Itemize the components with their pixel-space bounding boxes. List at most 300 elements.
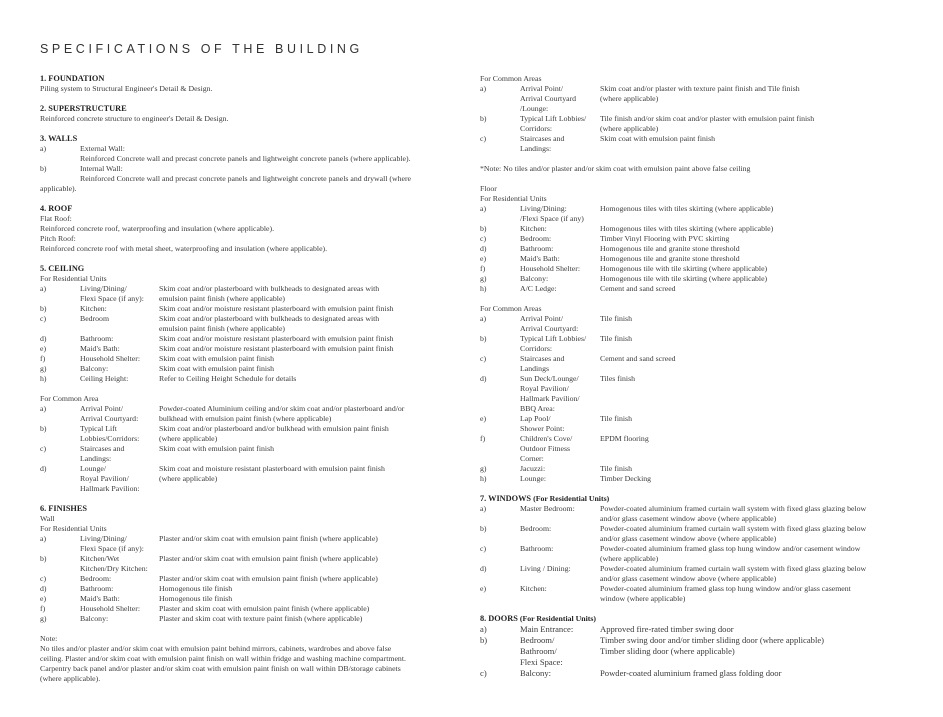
item-label-line: Typical Lift — [80, 424, 117, 433]
item-description-line: bulkhead with emulsion paint finish (where applicable) — [159, 414, 332, 423]
item-label — [80, 464, 159, 494]
item-letter: b) — [480, 524, 487, 533]
item-label-line: Kitchen: — [80, 304, 107, 313]
item-label-line: Arrival Point/ — [520, 84, 564, 93]
floor-section — [480, 184, 908, 484]
spec-row — [40, 594, 465, 604]
item-letter: a) — [40, 284, 47, 293]
spec-row — [40, 284, 465, 304]
item-description-line: Approved fire-rated timber swing door — [600, 624, 734, 634]
item-label-line: Sun Deck/Lounge/ — [520, 374, 579, 383]
item-label-line: Bathroom: — [520, 244, 554, 253]
item-label — [80, 284, 159, 304]
item-label-line: Household Shelter: — [80, 354, 140, 363]
item-label-line: Bedroom: — [520, 524, 552, 533]
item-label-line: Bathroom: — [520, 544, 554, 553]
item-description-line: (where applicable) — [600, 94, 659, 103]
item-letter: e) — [480, 254, 487, 263]
ceiling-residential-label: For Residential Units — [40, 274, 107, 283]
item-description — [600, 434, 908, 464]
walls-item-internal — [40, 164, 465, 174]
item-label-line: Lounge: — [520, 474, 546, 483]
spec-row — [480, 284, 908, 294]
item-description — [159, 334, 465, 344]
item-letter: c) — [480, 544, 487, 553]
spec-row — [480, 434, 908, 464]
item-letter: c) — [480, 134, 487, 143]
item-label-line: Corridors: — [520, 124, 553, 133]
item-description-line: Cement and sand screed — [600, 284, 676, 293]
item-description — [600, 134, 908, 154]
item-label — [80, 314, 159, 334]
item-label-line: Balcony: — [80, 364, 109, 373]
item-letter: h) — [40, 374, 47, 383]
item-description-line: Skim coat and/or moisture resistant plasterboard with emulsion paint finish — [159, 334, 394, 343]
item-letter: c) — [40, 574, 47, 583]
spec-row — [480, 374, 908, 414]
note-line: (where applicable). — [40, 674, 101, 683]
item-description — [600, 204, 908, 224]
item-description-line: Skim coat and/or plasterboard with bulkheads to designated areas with — [159, 284, 380, 293]
spec-row — [40, 404, 465, 424]
spec-row — [480, 314, 908, 334]
item-letter: g) — [40, 614, 47, 623]
roof-section — [40, 204, 465, 254]
item-description-line: Powder-coated Aluminium ceiling and/or skim coat and/or plasterboard and/or — [159, 404, 405, 413]
item-label-line: Lap Pool/ — [520, 414, 551, 423]
item-description — [600, 114, 908, 134]
item-label-line: Hallmark Pavilion: — [80, 484, 140, 493]
item-label-line: /Flexi Space (if any) — [520, 214, 584, 223]
item-description — [600, 234, 908, 244]
item-description-line: Homogenous tiles with tiles skirting (where applicable) — [600, 224, 774, 233]
floor-residential-list — [480, 204, 908, 294]
item-label — [80, 614, 159, 624]
item-label — [520, 584, 600, 604]
item-label-line: Maid's Bath: — [80, 594, 120, 603]
item-label-line: Flexi Space (if any): — [80, 544, 144, 553]
ceiling-section — [40, 264, 465, 494]
item-label-line: Hallmark Pavilion/ — [520, 394, 580, 403]
ceiling-common-label: For Common Area — [40, 394, 99, 403]
item-letter: h) — [480, 284, 487, 293]
spec-row — [480, 635, 908, 668]
item-label — [520, 374, 600, 414]
item-label-line: Children's Cove/ — [520, 434, 573, 443]
item-label-line: /Lounge: — [520, 104, 549, 113]
item-label-line: Landings: — [520, 144, 552, 153]
item-label — [520, 224, 600, 234]
item-label-line: Balcony: — [80, 614, 109, 623]
item-letter: h) — [480, 474, 487, 483]
item-label-line: Bathroom/ — [520, 646, 557, 656]
item-description-line: Powder-coated aluminium framed curtain wall system with fixed glass glazing below — [600, 524, 867, 533]
spec-row — [40, 304, 465, 314]
item-label — [520, 564, 600, 584]
item-description-line: emulsion paint finish (where applicable) — [159, 324, 286, 333]
spec-row — [40, 464, 465, 494]
item-label-line: Staircases and — [520, 134, 565, 143]
item-description-line: Timber sliding door (where applicable) — [600, 646, 735, 656]
walls-heading: 3. WALLS — [40, 134, 78, 143]
item-label — [80, 584, 159, 594]
item-description — [159, 574, 465, 584]
item-label — [520, 668, 600, 679]
item-letter: f) — [480, 434, 486, 443]
item-letter: g) — [40, 364, 47, 373]
item-label-line: Flexi Space: — [520, 657, 563, 667]
finishes-wall-label: Wall — [40, 514, 55, 523]
spec-row — [40, 614, 465, 624]
item-label-line: Corridors: — [520, 344, 553, 353]
finishes-section — [40, 504, 465, 684]
item-description-line: Cement and sand screed — [600, 354, 676, 363]
spec-row — [480, 84, 908, 114]
item-description-line: Tile finish — [600, 414, 632, 423]
item-description-line: and/or glass casement window above (where applicable) — [600, 534, 777, 543]
walls-section — [40, 134, 465, 194]
item-description-line: Powder-coated aluminium framed curtain wall system with fixed glass glazing below — [600, 564, 867, 573]
item-label-line: Flexi Space (if any): — [80, 294, 144, 303]
item-label — [80, 404, 159, 424]
item-label — [80, 604, 159, 614]
spec-row — [40, 344, 465, 354]
item-letter: b) — [480, 224, 487, 233]
item-description — [159, 424, 465, 444]
spec-row — [480, 334, 908, 354]
item-description — [600, 84, 908, 114]
item-description-line: Tile finish and/or skim coat and/or plaster with emulsion paint finish — [600, 114, 815, 123]
item-letter: e) — [40, 344, 47, 353]
item-description-line: Homogenous tile with tile skirting (where applicable) — [600, 274, 768, 283]
item-label-line: Arrival Point/ — [80, 404, 124, 413]
item-label — [520, 134, 600, 154]
left-column — [40, 74, 465, 684]
page-title: SPECIFICATIONS OF THE BUILDING — [40, 42, 363, 56]
item-description-line: Tile finish — [600, 314, 632, 323]
spec-row — [480, 204, 908, 224]
item-description-line: Homogenous tile and granite stone threshold — [600, 254, 740, 263]
item-description-line: Skim coat with emulsion paint finish — [159, 444, 274, 453]
item-description — [600, 284, 908, 294]
spec-row — [480, 624, 908, 635]
note-line: ceiling. Plaster and/or skim coat with emulsion paint finish on wall within fridge and washing machine compartment. — [40, 654, 406, 663]
item-label — [520, 204, 600, 224]
spec-row — [480, 668, 908, 679]
spec-row — [40, 314, 465, 334]
spec-row — [40, 374, 465, 384]
item-description — [600, 274, 908, 284]
item-label — [80, 364, 159, 374]
item-letter: b) — [40, 424, 47, 433]
item-description — [159, 604, 465, 614]
foundation-text: Piling system to Structural Engineer's Detail & Design. — [40, 84, 213, 93]
item-label-line: Maid's Bath: — [520, 254, 560, 263]
item-label-line: Corner: — [520, 454, 544, 463]
spec-row — [480, 354, 908, 374]
ceiling-common-list — [40, 404, 465, 494]
spec-row — [40, 604, 465, 614]
item-letter: b) — [480, 635, 488, 645]
item-description — [600, 624, 908, 635]
item-label-line: Kitchen/Wet — [80, 554, 120, 563]
item-label — [80, 594, 159, 604]
spec-row — [480, 504, 908, 524]
item-description-line: Powder-coated aluminium framed glass top hung window and/or glass casement — [600, 584, 851, 593]
item-description — [159, 364, 465, 374]
item-letter: c) — [480, 234, 487, 243]
item-text-cont: applicable). — [40, 184, 77, 193]
item-description — [600, 354, 908, 374]
item-letter: e) — [40, 594, 47, 603]
spec-row — [480, 524, 908, 544]
item-description-line: Homogenous tile finish — [159, 594, 233, 603]
item-description-line: Homogenous tile and granite stone threshold — [600, 244, 740, 253]
item-label — [80, 574, 159, 584]
finishes-heading: 6. FINISHES — [40, 504, 88, 513]
item-letter: g) — [480, 274, 487, 283]
floor-common-label: For Common Areas — [480, 304, 542, 313]
item-description-line: Skim coat with emulsion paint finish — [600, 134, 715, 143]
item-description — [600, 584, 908, 604]
item-letter: e) — [480, 584, 487, 593]
item-description — [600, 474, 908, 484]
superstructure-heading: 2. SUPERSTRUCTURE — [40, 104, 127, 113]
item-description-line: Skim coat and moisture resistant plasterboard with emulsion paint finish — [159, 464, 385, 473]
item-label — [520, 414, 600, 434]
superstructure-text: Reinforced concrete structure to engineer's Detail & Design. — [40, 114, 229, 123]
spec-row — [480, 564, 908, 584]
doors-heading-sub: (For Residential Units) — [519, 614, 596, 623]
item-label-line: Outdoor Fitness — [520, 444, 571, 453]
item-label — [520, 244, 600, 254]
item-label — [80, 334, 159, 344]
item-label — [80, 354, 159, 364]
item-letter: c) — [40, 314, 47, 323]
spec-row — [480, 464, 908, 474]
item-description-line: Skim coat and/or plasterboard with bulkheads to designated areas with — [159, 314, 380, 323]
item-label-line: Bedroom — [80, 314, 110, 323]
item-letter: a) — [40, 534, 47, 543]
item-description — [159, 344, 465, 354]
item-label-line: Shower Point: — [520, 424, 565, 433]
item-description-line: Skim coat with emulsion paint finish — [159, 364, 274, 373]
item-label-line: Jacuzzi: — [520, 464, 546, 473]
item-letter: a) — [480, 504, 487, 513]
item-description — [600, 314, 908, 334]
spec-row — [480, 414, 908, 434]
item-description — [600, 224, 908, 234]
item-description-line: (where applicable) — [600, 554, 659, 563]
item-description — [159, 594, 465, 604]
item-label — [520, 84, 600, 114]
item-label — [80, 424, 159, 444]
item-label — [520, 314, 600, 334]
item-letter: d) — [40, 584, 47, 593]
floor-common-list — [480, 314, 908, 484]
item-description-line: Timber Decking — [600, 474, 652, 483]
flat-roof-label: Flat Roof: — [40, 214, 72, 223]
note-line: Carpentry back panel and/or plaster and/or skim coat with emulsion paint finish on wall within DB/storage cabinets — [40, 664, 401, 673]
item-text: Reinforced Concrete wall and precast concrete panels and lightweight concrete panels and drywall (where — [80, 174, 412, 183]
foundation-heading: 1. FOUNDATION — [40, 74, 105, 83]
item-label — [80, 344, 159, 354]
item-description-line: (where applicable) — [600, 124, 659, 133]
note-label: Note: — [40, 634, 58, 643]
item-label — [80, 304, 159, 314]
item-description — [600, 544, 908, 564]
item-letter: d) — [40, 464, 47, 473]
item-label-line: Arrival Courtyard: — [80, 414, 139, 423]
item-description-line: Homogenous tile finish — [159, 584, 233, 593]
finishes-wall-list — [40, 534, 465, 624]
item-description-line: Homogenous tile with tile skirting (where applicable) — [600, 264, 768, 273]
spec-row — [40, 444, 465, 464]
item-description — [600, 524, 908, 544]
flat-roof-text: Reinforced concrete roof, waterproofing and insulation (where applicable). — [40, 224, 275, 233]
spec-row — [40, 534, 465, 554]
wall-common-label: For Common Areas — [480, 74, 542, 83]
item-label-line: Royal Pavilion/ — [520, 384, 569, 393]
item-letter: a) — [480, 314, 487, 323]
item-description-line: Tile finish — [600, 334, 632, 343]
item-description-line: Plaster and/or skim coat with emulsion paint finish (where applicable) — [159, 534, 378, 543]
item-label-line: Bedroom: — [520, 234, 552, 243]
item-label — [520, 474, 600, 484]
item-label-line: Typical Lift Lobbies/ — [520, 114, 587, 123]
item-description-line: Plaster and skim coat with texture paint finish (where applicable) — [159, 614, 363, 623]
wall-common-note: *Note: No tiles and/or plaster and/or skim coat with emulsion paint above false ceiling — [480, 164, 751, 173]
ceiling-heading: 5. CEILING — [40, 264, 85, 273]
item-description-line: Plaster and/or skim coat with emulsion paint finish (where applicable) — [159, 574, 378, 583]
spec-row — [480, 234, 908, 244]
doors-heading — [480, 614, 908, 624]
item-letter: d) — [40, 334, 47, 343]
item-description — [600, 464, 908, 474]
item-letter: b) — [480, 334, 487, 343]
item-label-line: BBQ Area: — [520, 404, 555, 413]
item-letter: f) — [40, 604, 46, 613]
spec-row — [40, 574, 465, 584]
windows-heading-sub: (For Residential Units) — [533, 494, 610, 503]
spec-row — [480, 274, 908, 284]
spec-row — [480, 474, 908, 484]
doors-list — [480, 624, 908, 679]
item-label — [80, 554, 159, 574]
item-text: Reinforced Concrete wall and precast concrete panels and lightweight concrete panels (where applicable). — [80, 154, 411, 163]
item-description — [159, 554, 465, 574]
item-letter: g) — [480, 464, 487, 473]
item-label-line: Lobbies/Corridors: — [80, 434, 140, 443]
item-label — [520, 334, 600, 354]
item-description — [600, 635, 908, 668]
item-label — [520, 284, 600, 294]
item-description-line: Plaster and/or skim coat with emulsion paint finish (where applicable) — [159, 554, 378, 563]
item-description — [159, 304, 465, 314]
item-label — [520, 464, 600, 474]
item-label-line: Living/Dining/ — [80, 534, 127, 543]
spec-row — [40, 354, 465, 364]
item-label-line: Main Entrance: — [520, 624, 574, 634]
item-description — [159, 354, 465, 364]
wall-common-section — [480, 74, 908, 174]
spec-row — [40, 554, 465, 574]
floor-residential-label: For Residential Units — [480, 194, 547, 203]
item-label-line: Bedroom: — [80, 574, 112, 583]
item-description — [600, 244, 908, 254]
item-description-line: Skim coat and/or moisture resistant plasterboard with emulsion paint finish — [159, 344, 394, 353]
item-label-line: Balcony: — [520, 668, 552, 678]
item-description-line: Powder-coated aluminium framed curtain wall system with fixed glass glazing below — [600, 504, 867, 513]
item-description-line: Skim coat and/or plaster with texture paint finish and Tile finish — [600, 84, 800, 93]
floor-label: Floor — [480, 184, 497, 193]
item-description-line: Homogenous tiles with tiles skirting (where applicable) — [600, 204, 774, 213]
item-label-line: Arrival Courtyard: — [520, 324, 579, 333]
item-label-line: Typical Lift Lobbies/ — [520, 334, 587, 343]
item-description-line: and/or glass casement window above (where applicable) — [600, 514, 777, 523]
item-description — [600, 254, 908, 264]
spec-row — [40, 424, 465, 444]
item-description — [159, 404, 465, 424]
item-description — [159, 464, 465, 494]
roof-heading: 4. ROOF — [40, 204, 73, 213]
item-label-line: Arrival Point/ — [520, 314, 564, 323]
item-label — [520, 504, 600, 524]
item-label-line: Landings — [520, 364, 550, 373]
spec-row — [480, 264, 908, 274]
spec-row — [40, 364, 465, 374]
item-description-line: Plaster and skim coat with emulsion paint finish (where applicable) — [159, 604, 370, 613]
item-label-line: Household Shelter: — [80, 604, 140, 613]
item-description — [159, 374, 465, 384]
item-letter: c) — [480, 354, 487, 363]
item-label-line: Bathroom: — [80, 584, 114, 593]
walls-item-external — [40, 144, 465, 154]
foundation-section — [40, 74, 465, 94]
item-description-line: Skim coat and/or moisture resistant plasterboard with emulsion paint finish — [159, 304, 394, 313]
item-description-line: Timber swing door and/or timber sliding door (where applicable) — [600, 635, 825, 645]
item-label-line: Balcony: — [520, 274, 549, 283]
item-description — [600, 668, 908, 679]
item-description-line: (where applicable) — [159, 474, 218, 483]
item-letter: d) — [480, 374, 487, 383]
item-description-line: Tile finish — [600, 464, 632, 473]
item-label — [520, 114, 600, 134]
item-description — [159, 614, 465, 624]
item-letter: b) — [40, 304, 47, 313]
item-label — [520, 635, 600, 668]
item-label — [520, 624, 600, 635]
pitch-roof-label: Pitch Roof: — [40, 234, 76, 243]
item-letter: c) — [480, 668, 487, 678]
spec-row — [480, 224, 908, 234]
item-letter: a) — [480, 204, 487, 213]
item-label-line: Household Shelter: — [520, 264, 580, 273]
item-label-line: A/C Ledge: — [520, 284, 557, 293]
item-description — [600, 374, 908, 414]
item-label — [520, 434, 600, 464]
item-description — [159, 314, 465, 334]
item-label-line: Lounge/ — [80, 464, 106, 473]
item-letter: c) — [40, 444, 47, 453]
item-label — [520, 264, 600, 274]
item-label-line: Living / Dining: — [520, 564, 571, 573]
item-label-line: Landings: — [80, 454, 112, 463]
item-description-line: Tiles finish — [600, 374, 636, 383]
item-label — [520, 354, 600, 374]
spec-row — [480, 244, 908, 254]
finishes-residential-label: For Residential Units — [40, 524, 107, 533]
